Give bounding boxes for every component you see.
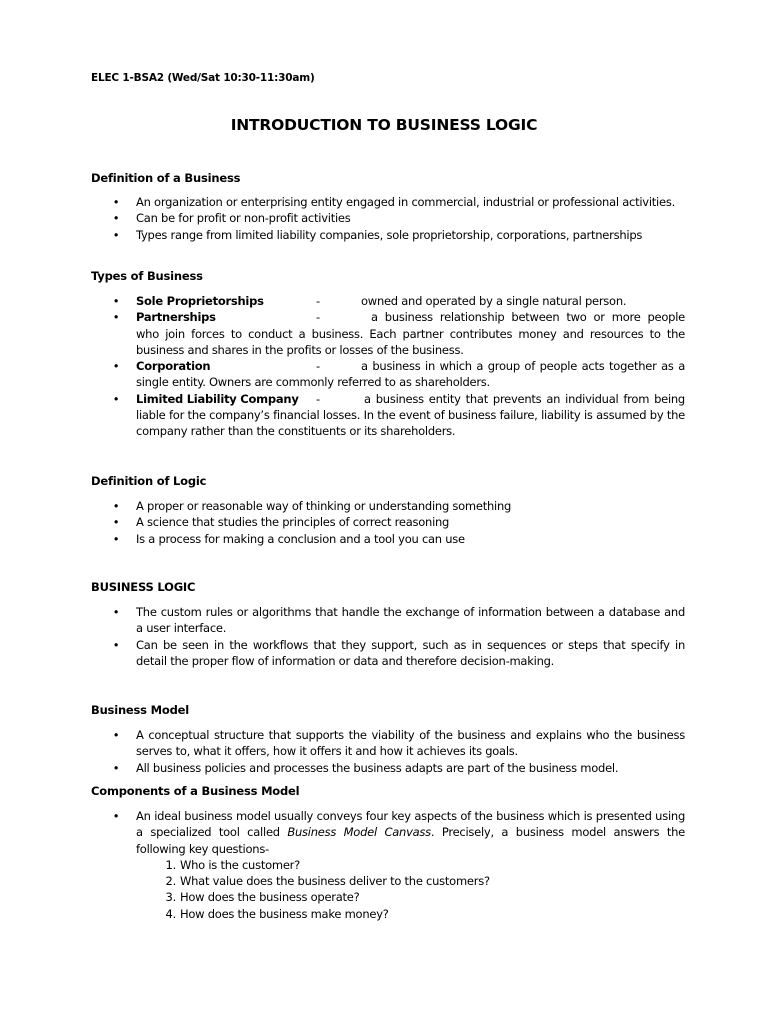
bullet-icon: • <box>112 760 120 775</box>
bullet-icon: • <box>112 809 120 823</box>
bullet-icon: • <box>112 728 120 742</box>
list-item: • A conceptual structure that supports the viability of the business and explains who the business serves to, what it offers, how it offers it and how it achieves its goals. <box>110 727 685 760</box>
term-description: a business in which a group of people acts together as a single entity. Owners are commonly referred to as shareholders. <box>136 359 685 390</box>
list-item <box>110 391 685 440</box>
term-partnerships: Partnerships <box>136 310 216 325</box>
list-definition-business <box>110 194 685 243</box>
term-limited-liability-company: Limited Liability Company <box>136 391 299 406</box>
list-business-logic <box>110 604 685 669</box>
heading-types-of-business: Types of Business <box>91 269 203 283</box>
list-item <box>110 358 685 391</box>
term-corporation: Corporation <box>136 359 211 374</box>
list-item: • Can be seen in the workflows that they support, such as in sequences or steps that specify in detail the proper flow of information or data and therefore decision-making. <box>110 637 685 670</box>
questions-list <box>136 857 685 922</box>
list-business-model <box>110 727 685 776</box>
list-components <box>110 808 685 922</box>
question-item: 2. What value does the business deliver to the customers? <box>165 874 490 889</box>
question-item: 1. Who is the customer? <box>165 857 300 872</box>
bullet-icon: • <box>112 195 120 209</box>
course-label: ELEC 1-BSA2 (Wed/Sat 10:30-11:30am) <box>91 72 315 84</box>
bullet-icon: • <box>112 310 120 325</box>
dash: - <box>316 359 320 374</box>
list-item <box>110 309 685 358</box>
bullet-icon: • <box>112 605 120 619</box>
bullet-icon: • <box>112 359 120 374</box>
list-item: • All business policies and processes the business adapts are part of the business model. <box>110 760 685 776</box>
list-item: • An ideal business model usually conveys four key aspects of the business which is presented using a specialized tool called Business Model Canvass. Precisely, a business model answers the following key questions- 1. Who is the customer? 2. What value does the business deliver to the customers? 3. How does the business operate? 4. How does the business make money? <box>110 808 685 922</box>
heading-definition-business: Definition of a Business <box>91 171 241 185</box>
bullet-icon: • <box>112 211 120 226</box>
list-item: • Is a process for making a conclusion and a tool you can use <box>110 531 685 547</box>
heading-components-business-model: Components of a Business Model <box>91 784 300 798</box>
page-title: INTRODUCTION TO BUSINESS LOGIC <box>230 116 538 134</box>
term-description: a business entity that prevents an individual from being liable for the company’s financial losses. In the event of business failure, liability is assumed by the company rather than the constituents or its shareholders. <box>136 391 685 439</box>
list-item: • An organization or enterprising entity engaged in commercial, industrial or professional activities. <box>110 194 685 210</box>
business-model-canvass-term: Business Model Canvass <box>287 825 431 840</box>
heading-business-model: Business Model <box>91 703 189 717</box>
list-types-of-business <box>110 293 685 440</box>
list-item: • A science that studies the principles of correct reasoning <box>110 514 685 530</box>
bullet-icon: • <box>112 294 120 308</box>
bullet-icon: • <box>112 499 120 513</box>
bullet-icon: • <box>112 515 120 530</box>
heading-business-logic: BUSINESS LOGIC <box>91 580 196 594</box>
heading-definition-logic: Definition of Logic <box>91 474 207 488</box>
bullet-icon: • <box>112 391 120 406</box>
term-description: a business relationship between two or more people who join forces to conduct a business. Each partner contributes money and resources to the business and shares in the profits or losses of the business. <box>136 310 685 357</box>
question-item: 3. How does the business operate? <box>165 890 360 905</box>
question-item: 4. How does the business make money? <box>165 906 389 921</box>
list-definition-logic <box>110 498 685 547</box>
bullet-icon: • <box>112 637 120 652</box>
dash: - <box>316 391 320 406</box>
list-item: • A proper or reasonable way of thinking or understanding something <box>110 498 685 514</box>
term-description: owned and operated by a single natural person. <box>361 294 627 308</box>
bullet-icon: • <box>112 531 120 546</box>
bullet-icon: • <box>112 227 120 242</box>
list-item: • Can be for profit or non-profit activities <box>110 210 685 226</box>
list-item: • The custom rules or algorithms that handle the exchange of information between a database and a user interface. <box>110 604 685 637</box>
dash: - <box>316 294 320 308</box>
dash: - <box>316 310 320 325</box>
list-item <box>110 293 685 309</box>
list-item: • Types range from limited liability companies, sole proprietorship, corporations, partnerships <box>110 227 685 243</box>
term-sole-proprietorships: Sole Proprietorships <box>136 294 264 308</box>
